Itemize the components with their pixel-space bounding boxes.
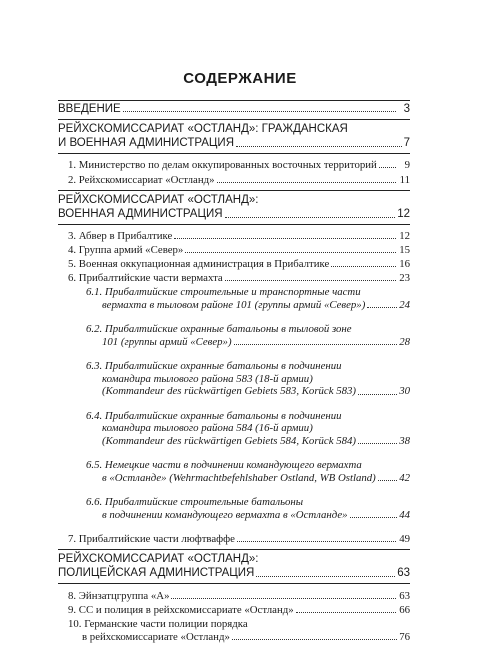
- toc-entry[interactable]: [58, 174, 410, 186]
- entry-page: 49: [399, 533, 410, 545]
- entry-label-line: вермахта в тыловом районе 101 (группы армий «Север»): [102, 298, 366, 311]
- entry-page: 3: [403, 103, 410, 115]
- entry-label-line: 6.1. Прибалтийские строительные и транспортные части: [86, 286, 361, 298]
- leader-dots: [174, 238, 396, 239]
- toc-subentry[interactable]: [58, 459, 410, 484]
- toc-section-part1[interactable]: [58, 122, 410, 150]
- leader-dots: [225, 280, 396, 281]
- divider: [58, 549, 410, 550]
- entry-page: 42: [399, 471, 410, 484]
- entry-page: 44: [399, 508, 410, 521]
- section-title-line: РЕЙХСКОМИССАРИАТ «ОСТЛАНД»: ГРАЖДАНСКАЯ: [58, 123, 348, 135]
- entry-label-line: 6.4. Прибалтийские охранные батальоны в подчинении: [86, 409, 342, 422]
- section-title-line: ПОЛИЦЕЙСКАЯ АДМИНИСТРАЦИЯ: [58, 567, 255, 579]
- entry-page: 12: [397, 208, 410, 220]
- entry-label: 7. Прибалтийские части люфтваффе: [68, 533, 235, 545]
- entry-page: 28: [399, 335, 410, 348]
- entry-label-line: командира тылового района 584 (16-й армии): [102, 422, 313, 434]
- toc-entry[interactable]: [58, 244, 410, 256]
- leader-dots: [185, 252, 396, 253]
- entry-page: 12: [399, 230, 410, 242]
- entry-label: 2. Рейхскомиссариат «Остланд»: [68, 174, 215, 186]
- entry-page: 11: [399, 174, 410, 186]
- section-title-line: ВОЕННАЯ АДМИНИСТРАЦИЯ: [58, 208, 223, 220]
- toc-entry[interactable]: [58, 230, 410, 242]
- entry-label: 9. СС и полиция в рейхскомиссариате «Остланд»: [68, 604, 294, 616]
- toc-entry-intro[interactable]: [58, 103, 410, 115]
- toc-entry[interactable]: [58, 618, 410, 643]
- leader-dots: [358, 443, 397, 444]
- entry-label-line: 6.6. Прибалтийские строительные батальоны: [86, 496, 304, 508]
- toc-entry[interactable]: [58, 604, 410, 616]
- leader-dots: [234, 344, 398, 345]
- entry-page: 24: [399, 298, 410, 311]
- entry-label: 3. Абвер в Прибалтике: [68, 230, 173, 242]
- entry-page: 76: [399, 630, 410, 643]
- leader-dots: [217, 182, 396, 183]
- toc-entry[interactable]: [58, 590, 410, 602]
- toc-subentry[interactable]: [58, 323, 410, 348]
- toc-subentry[interactable]: [58, 496, 410, 521]
- leader-dots: [225, 217, 396, 218]
- leader-dots: [237, 541, 396, 542]
- leader-dots: [123, 111, 396, 112]
- leader-dots: [232, 639, 397, 640]
- toc-section-part2[interactable]: [58, 193, 410, 221]
- entry-page: 66: [399, 604, 410, 616]
- leader-dots: [256, 576, 395, 577]
- page-title: СОДЕРЖАНИЕ: [183, 70, 297, 87]
- entry-label: 4. Группа армий «Север»: [68, 244, 184, 256]
- toc-entry[interactable]: [58, 258, 410, 270]
- divider: [58, 190, 410, 191]
- leader-dots: [296, 612, 396, 613]
- entry-label-line: 6.5. Немецкие части в подчинении командующего вермахта: [86, 459, 362, 471]
- leader-dots: [378, 480, 397, 481]
- toc-section-part3[interactable]: [58, 552, 410, 580]
- entry-page: 15: [399, 244, 410, 256]
- table-of-contents: [58, 96, 410, 643]
- entry-label-line: 6.2. Прибалтийские охранные батальоны в тыловой зоне: [86, 323, 352, 335]
- leader-dots: [367, 307, 397, 308]
- leader-dots: [350, 517, 398, 518]
- leader-dots: [358, 394, 397, 395]
- entry-label-line: в «Остланде» (Wehrmachtbefehlshaber Ostland, WB Ostland): [102, 471, 376, 484]
- entry-label-line: в подчинении командующего вермахта в «Остланде»: [102, 508, 348, 521]
- entry-page: 16: [399, 258, 410, 270]
- divider: [58, 119, 410, 120]
- entry-label: 6. Прибалтийские части вермахта: [68, 272, 223, 284]
- section-title-line: И ВОЕННАЯ АДМИНИСТРАЦИЯ: [58, 137, 234, 149]
- entry-label-line: 6.3. Прибалтийские охранные батальоны в подчинении: [86, 360, 342, 372]
- entry-label-line: (Kommandeur des rückwärtigen Gebiets 584, Korück 584): [102, 434, 356, 447]
- toc-subentry[interactable]: [58, 410, 410, 448]
- divider: [58, 100, 410, 101]
- entry-label-line: 101 (группы армий «Север»): [102, 335, 232, 348]
- entry-label-line: командира тылового района 583 (18-й армии): [102, 372, 313, 385]
- entry-label: 1. Министерство по делам оккупированных восточных территорий: [68, 159, 377, 171]
- toc-subentry[interactable]: [58, 286, 410, 311]
- entry-label-line: (Kommandeur des rückwärtigen Gebiets 583, Korück 583): [102, 385, 356, 397]
- entry-label-line: в рейхскомиссариате «Остланд»: [82, 630, 230, 643]
- toc-subentry[interactable]: [58, 360, 410, 398]
- leader-dots: [379, 167, 396, 168]
- entry-page: 23: [399, 272, 410, 284]
- entry-page: 63: [399, 590, 410, 602]
- section-title-line: РЕЙХСКОМИССАРИАТ «ОСТЛАНД»:: [58, 553, 259, 565]
- leader-dots: [331, 266, 396, 267]
- entry-label: 8. Эйнзатцгруппа «А»: [68, 590, 170, 602]
- entry-page: 7: [403, 137, 410, 149]
- entry-page: 30: [399, 385, 410, 397]
- entry-label-line: 10. Германские части полиции порядка: [68, 618, 248, 630]
- entry-page: 63: [397, 567, 410, 579]
- toc-entry[interactable]: [58, 533, 410, 545]
- leader-dots: [236, 146, 402, 147]
- leader-dots: [171, 598, 396, 599]
- toc-entry[interactable]: [58, 272, 410, 284]
- entry-page: 9: [404, 159, 410, 171]
- entry-label: ВВЕДЕНИЕ: [58, 103, 121, 115]
- toc-entry[interactable]: [58, 159, 410, 171]
- entry-label: 5. Военная оккупационная администрация в Прибалтике: [68, 258, 330, 270]
- entry-page: 38: [399, 434, 410, 447]
- section-title-line: РЕЙХСКОМИССАРИАТ «ОСТЛАНД»:: [58, 194, 259, 206]
